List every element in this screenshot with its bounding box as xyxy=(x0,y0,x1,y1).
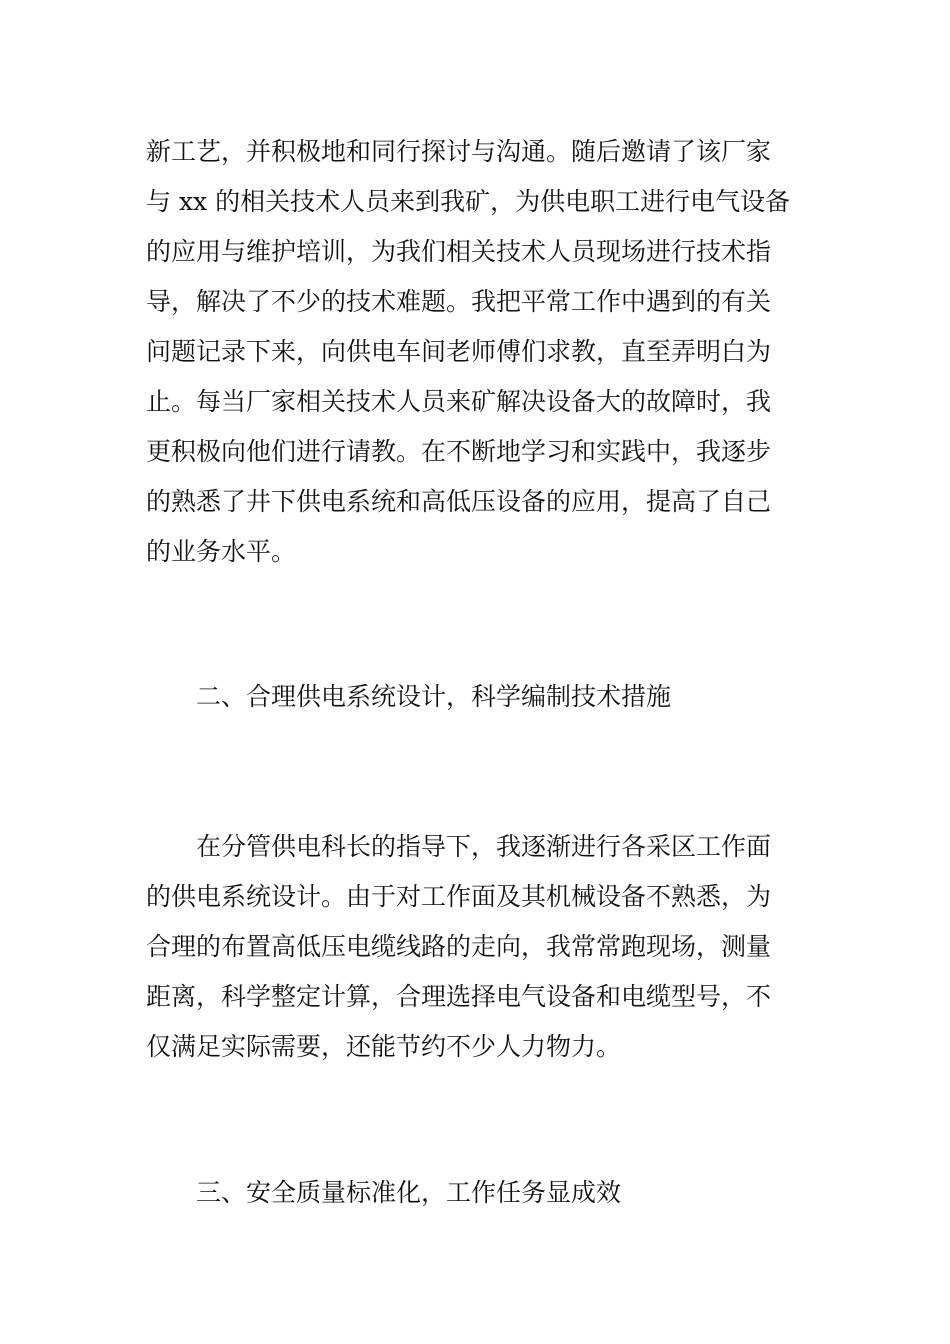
paragraph-1-line-7: 更积极向他们进行请教。在不断地学习和实践中，我逐步 xyxy=(146,437,772,466)
paragraph-1-line-1: 新工艺，并积极地和同行探讨与沟通。随后邀请了该厂家 xyxy=(146,137,772,166)
section-3-heading: 三、安全质量标准化，工作任务显成效 xyxy=(196,1178,622,1207)
paragraph-2-line-1: 在分管供电科长的指导下，我逐渐进行各采区工作面 xyxy=(196,832,772,861)
paragraph-1-line-8: 的熟悉了井下供电系统和高低压设备的应用，提高了自己 xyxy=(146,487,772,516)
paragraph-1-line-5: 问题记录下来，向供电车间老师傅们求教，直至弄明白为 xyxy=(146,337,772,366)
paragraph-2-line-5: 仅满足实际需要，还能节约不少人力物力。 xyxy=(146,1032,622,1061)
paragraph-1-line-3: 的应用与维护培训，为我们相关技术人员现场进行技术指 xyxy=(146,237,772,266)
paragraph-1-line-9: 的业务水平。 xyxy=(146,537,297,566)
paragraph-1-line-6: 止。每当厂家相关技术人员来矿解决设备大的故障时，我 xyxy=(146,387,772,416)
paragraph-1-line-2: 与 xx 的相关技术人员来到我矿，为供电职工进行电气设备 xyxy=(146,187,791,216)
section-2-heading: 二、合理供电系统设计，科学编制技术措施 xyxy=(196,682,672,711)
paragraph-2-line-3: 合理的布置高低压电缆线路的走向，我常常跑现场，测量 xyxy=(146,932,772,961)
paragraph-2-line-2: 的供电系统设计。由于对工作面及其机械设备不熟悉，为 xyxy=(146,882,772,911)
paragraph-2-line-4: 距离，科学整定计算，合理选择电气设备和电缆型号，不 xyxy=(146,982,772,1011)
paragraph-1-line-4: 导，解决了不少的技术难题。我把平常工作中遇到的有关 xyxy=(146,287,772,316)
